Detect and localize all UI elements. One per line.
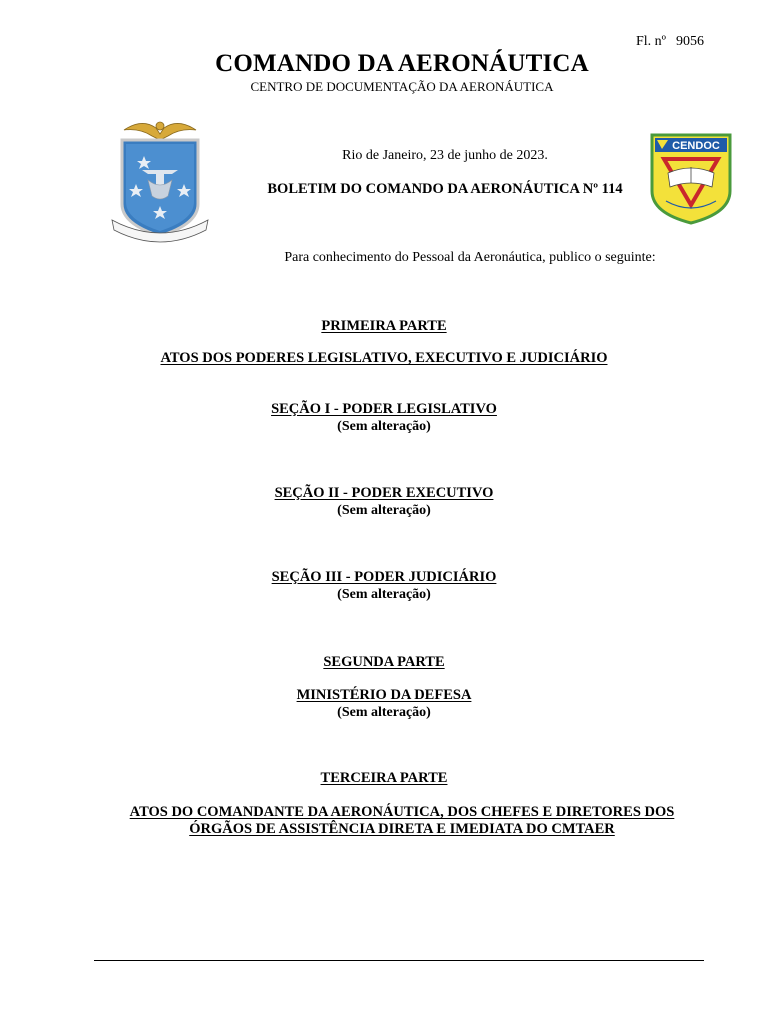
cendoc-logo [650, 133, 732, 225]
cendoc-label: CENDOC [672, 140, 720, 152]
part-three-subtitle-line2: ÓRGÃOS DE ASSISTÊNCIA DIRETA E IMEDIATA DO CMTAER [189, 821, 615, 837]
part-three-title: TERCEIRA PARTE [320, 770, 448, 786]
section-one-note: (Sem alteração) [337, 419, 431, 434]
folio-label: Fl. nº [636, 34, 667, 49]
part-two-title: SEGUNDA PARTE [323, 654, 445, 670]
bulletin-title: BOLETIM DO COMANDO DA AERONÁUTICA Nº 114 [267, 181, 623, 197]
section-one-title: SEÇÃO I - PODER LEGISLATIVO [271, 401, 497, 417]
intro-text: Para conhecimento do Pessoal da Aeronáutica, publico o seguinte: [284, 250, 656, 265]
part-one-subtitle: ATOS DOS PODERES LEGISLATIVO, EXECUTIVO E JUDICIÁRIO [160, 350, 608, 366]
aeronautica-crest-logo [108, 112, 212, 246]
folio-number [636, 34, 704, 50]
section-three-title: SEÇÃO III - PODER JUDICIÁRIO [271, 569, 497, 585]
section-three-note: (Sem alteração) [337, 587, 431, 602]
folio-value: 9056 [676, 34, 705, 49]
section-two-note: (Sem alteração) [337, 503, 431, 518]
page-subtitle: CENTRO DE DOCUMENTAÇÃO DA AERONÁUTICA [250, 79, 554, 94]
footer-divider [94, 960, 704, 961]
part-two-subtitle: MINISTÉRIO DA DEFESA [296, 687, 472, 703]
section-two-title: SEÇÃO II - PODER EXECUTIVO [274, 485, 494, 501]
part-three-subtitle-line1: ATOS DO COMANDANTE DA AERONÁUTICA, DOS CHEFES E DIRETORES DOS [129, 804, 675, 820]
bulletin-date: Rio de Janeiro, 23 de junho de 2023. [342, 148, 548, 163]
page-title: COMANDO DA AERONÁUTICA [215, 50, 589, 77]
part-two-note: (Sem alteração) [337, 705, 431, 720]
part-one-title: PRIMEIRA PARTE [321, 318, 447, 334]
